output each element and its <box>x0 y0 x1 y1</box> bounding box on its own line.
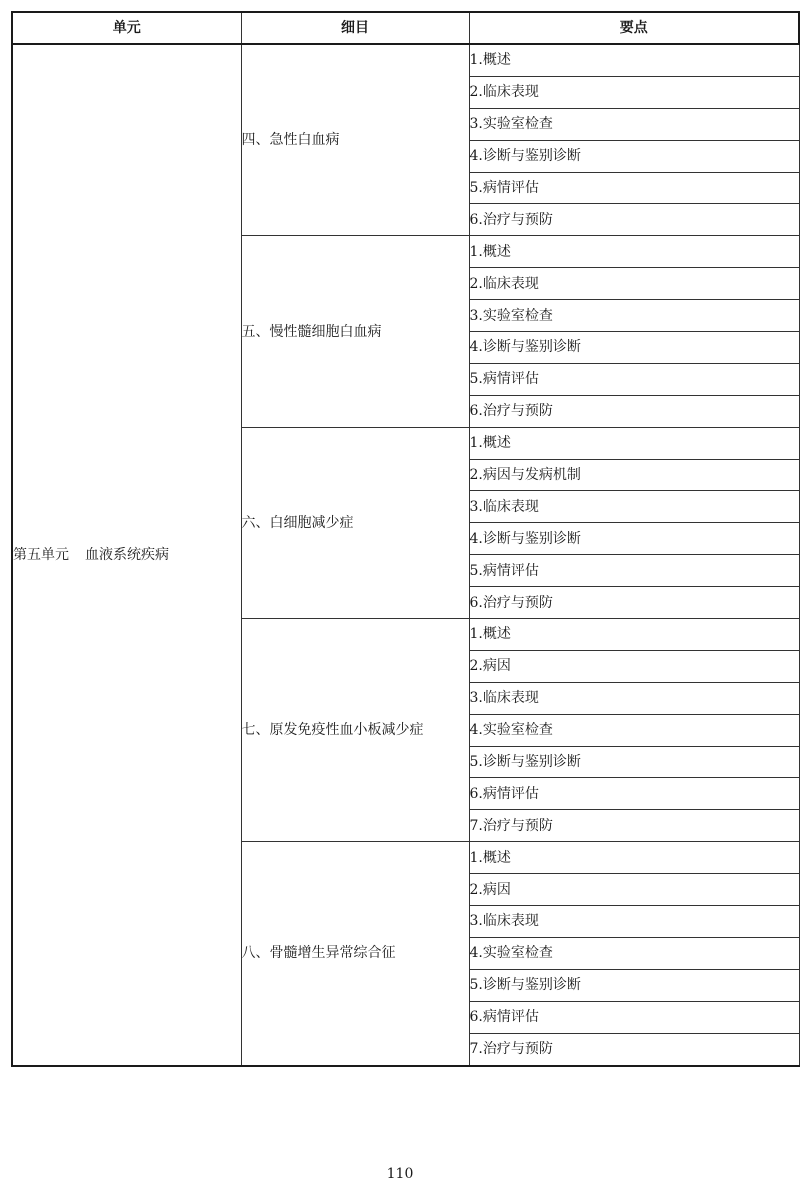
topic-cell: 四、急性白血病 <box>241 44 469 236</box>
point-cell: 6.治疗与预防 <box>469 395 799 427</box>
point-cell: 4.实验室检查 <box>469 937 799 969</box>
unit-number: 第五单元 <box>13 546 69 563</box>
point-cell: 2.病因与发病机制 <box>469 459 799 491</box>
point-cell: 3.实验室检查 <box>469 300 799 332</box>
point-cell: 5.病情评估 <box>469 363 799 395</box>
point-cell: 3.临床表现 <box>469 906 799 938</box>
point-cell: 5.病情评估 <box>469 555 799 587</box>
point-cell: 2.临床表现 <box>469 268 799 300</box>
point-cell: 5.诊断与鉴别诊断 <box>469 969 799 1001</box>
header-row <box>12 12 799 44</box>
point-cell: 3.临床表现 <box>469 491 799 523</box>
topic-cell: 八、骨髓增生异常综合征 <box>241 842 469 1066</box>
page-number: 110 <box>386 1166 414 1182</box>
unit-cell <box>12 44 241 1066</box>
header-topic: 细目 <box>241 12 469 44</box>
topic-cell: 六、白细胞减少症 <box>241 427 469 618</box>
point-cell: 3.临床表现 <box>469 682 799 714</box>
point-cell: 5.诊断与鉴别诊断 <box>469 746 799 778</box>
point-cell: 4.诊断与鉴别诊断 <box>469 332 799 364</box>
point-cell: 2.临床表现 <box>469 76 799 108</box>
header-unit: 单元 <box>12 12 241 44</box>
point-cell: 5.病情评估 <box>469 172 799 204</box>
point-cell: 2.病因 <box>469 650 799 682</box>
point-cell: 1.概述 <box>469 842 799 874</box>
table-row <box>12 44 799 76</box>
topic-cell: 五、慢性髓细胞白血病 <box>241 236 469 427</box>
point-cell: 6.病情评估 <box>469 778 799 810</box>
point-cell: 2.病因 <box>469 874 799 906</box>
syllabus-table <box>11 11 800 1067</box>
point-cell: 7.治疗与预防 <box>469 810 799 842</box>
point-cell: 3.实验室检查 <box>469 108 799 140</box>
unit-title: 血液系统疾病 <box>85 546 169 563</box>
point-cell: 4.诊断与鉴别诊断 <box>469 140 799 172</box>
point-cell: 1.概述 <box>469 427 799 459</box>
point-cell: 4.诊断与鉴别诊断 <box>469 523 799 555</box>
point-cell: 6.病情评估 <box>469 1001 799 1033</box>
point-cell: 4.实验室检查 <box>469 714 799 746</box>
point-cell: 6.治疗与预防 <box>469 204 799 236</box>
point-cell: 1.概述 <box>469 236 799 268</box>
point-cell: 6.治疗与预防 <box>469 587 799 619</box>
topic-cell: 七、原发免疫性血小板减少症 <box>241 619 469 842</box>
point-cell: 1.概述 <box>469 619 799 651</box>
header-points: 要点 <box>469 12 799 44</box>
point-cell: 7.治疗与预防 <box>469 1033 799 1065</box>
point-cell: 1.概述 <box>469 44 799 76</box>
